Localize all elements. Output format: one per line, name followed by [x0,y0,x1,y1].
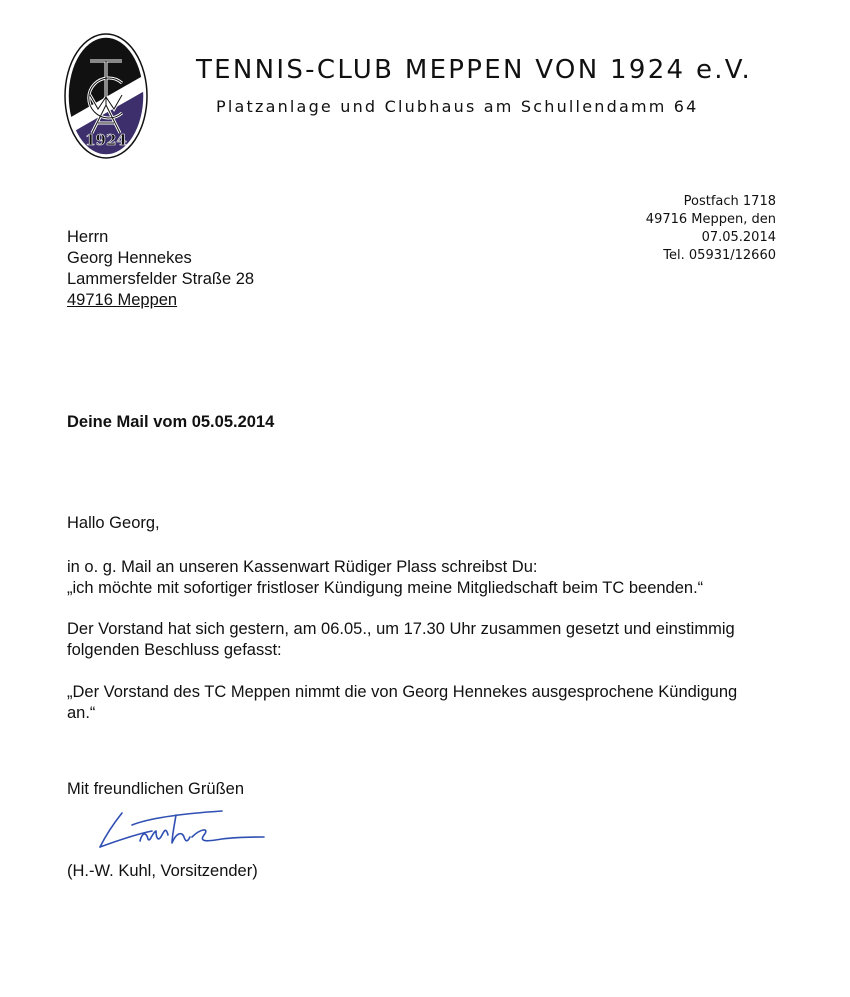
subject-line: Deine Mail vom 05.05.2014 [67,413,275,431]
logo-year: 1924 [85,131,127,149]
paragraph-2-line-1: Der Vorstand hat sich gestern, am 06.05., um 17.30 Uhr zusammen gesetzt und einstimmig [67,620,735,638]
recipient-address [67,227,254,311]
closing: Mit freundlichen Grüßen [67,780,244,798]
letterhead-title: TENNIS-CLUB MEPPEN VON 1924 e.V. [196,55,753,85]
sender-city: 49716 Meppen, den [645,212,776,227]
paragraph-3 [67,682,737,724]
greeting: Hallo Georg, [67,514,160,532]
signer-name: (H.-W. Kuhl, Vorsitzender) [67,862,258,880]
recipient-city: 49716 Meppen [67,291,178,309]
paragraph-1-line-1: in o. g. Mail an unseren Kassenwart Rüdiger Plass schreibst Du: [67,558,538,576]
letterhead-subtitle: Platzanlage und Clubhaus am Schullendamm 64 [216,97,699,116]
recipient-street: Lammersfelder Straße 28 [67,270,255,288]
paragraph-3-line-1: „Der Vorstand des TC Meppen nimmt die von Georg Hennekes ausgesprochene Kündigung [67,683,738,701]
sender-postbox: Postfach 1718 [683,194,776,209]
paragraph-2-line-2: folgenden Beschluss gefasst: [67,641,282,659]
recipient-name: Georg Hennekes [67,249,192,267]
club-logo [64,33,148,159]
paragraph-1 [67,557,703,599]
sender-phone: Tel. 05931/12660 [663,248,776,263]
paragraph-2 [67,619,735,661]
handwritten-signature [92,805,272,855]
recipient-salutation: Herrn [67,228,109,246]
paragraph-3-line-2: an.“ [67,704,96,722]
letter-date: 07.05.2014 [701,230,776,245]
paragraph-1-quote: „ich möchte mit sofortiger fristloser Kündigung meine Mitgliedschaft beim TC beenden.“ [67,579,704,597]
sender-block [646,193,776,265]
